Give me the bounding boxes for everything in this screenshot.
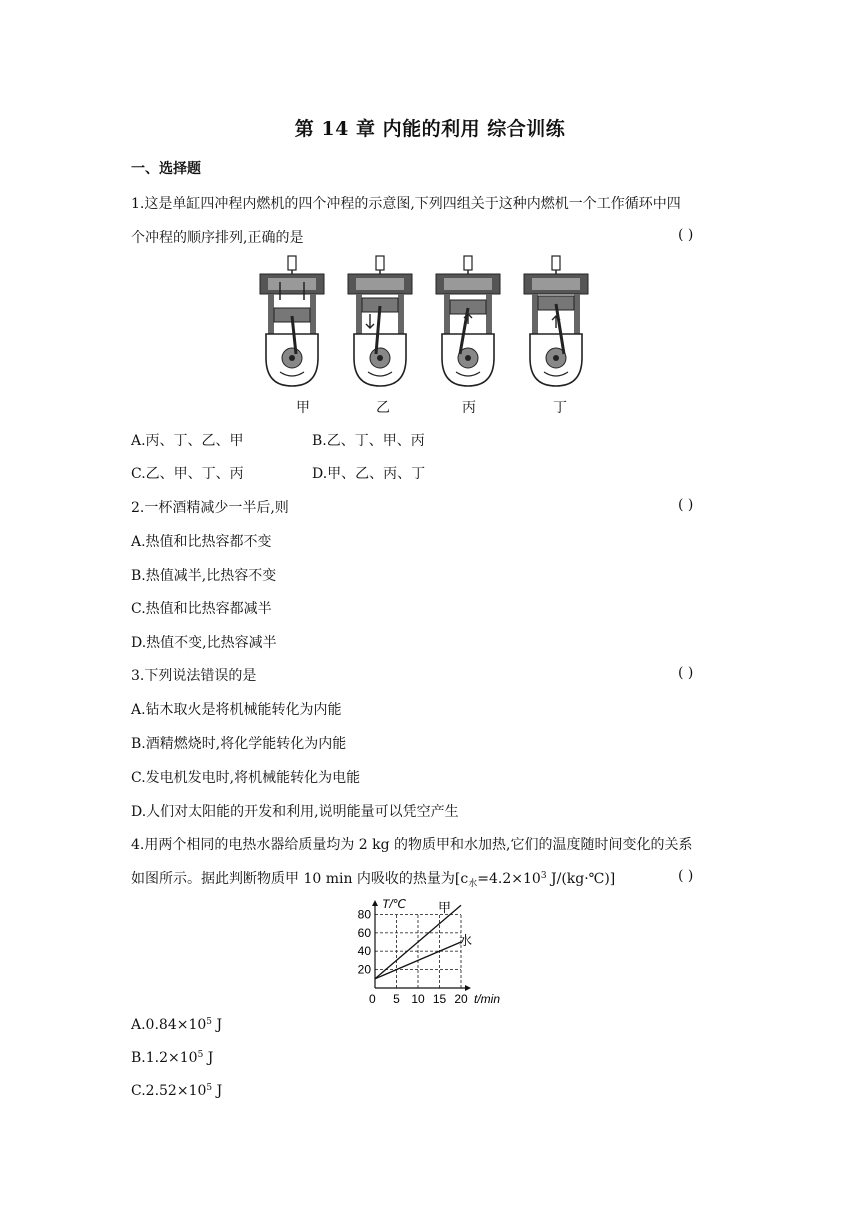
q4-option-b-exp: 5: [197, 1050, 204, 1060]
q4-option-b: [131, 1050, 213, 1066]
q4-stem-suffix: J/(kg·℃)]: [546, 871, 616, 887]
q1-option-a: A.丙、丁、乙、甲: [131, 433, 244, 449]
page-title: 第 14 章 内能的利用 综合训练: [294, 118, 566, 140]
q1-answer-paren: ( ): [678, 227, 694, 243]
figure-label-jia: 甲: [296, 400, 310, 416]
y-tick-label-1: 40: [357, 944, 371, 959]
q4-option-a-unit: J: [212, 1017, 223, 1033]
section-heading: 一、选择题: [131, 161, 201, 177]
y-tick-label-0: 20: [357, 962, 371, 977]
q4-stem-sub: 水: [468, 879, 478, 889]
x-axis-arrow: [465, 985, 471, 991]
q4-option-b-unit: J: [203, 1050, 214, 1066]
graph-grid: [375, 914, 461, 988]
engine-bing: [436, 256, 500, 386]
q3-option-d: D.人们对太阳能的开发和利用,说明能量可以凭空产生: [131, 804, 459, 820]
q1-option-b: B.乙、丁、甲、丙: [312, 433, 425, 449]
engine-strokes-figure: [258, 254, 610, 390]
q2-option-d: D.热值不变,比热容减半: [131, 635, 277, 651]
q4-option-a-base: A.0.84×10: [131, 1017, 207, 1033]
q4-stem-line2: [131, 868, 615, 888]
q4-option-a: [131, 1017, 222, 1033]
q3-option-a: A.钻木取火是将机械能转化为内能: [131, 702, 342, 718]
figure-label-bing: 丙: [462, 400, 476, 416]
q2-option-c: C.热值和比热容都减半: [131, 601, 272, 617]
q2-option-a: A.热值和比热容都不变: [131, 534, 272, 550]
engine-ding: [524, 256, 588, 386]
engine-jia: [260, 256, 324, 386]
y-tick-label-3: 80: [357, 907, 371, 922]
q2-stem: 2.一杯酒精减少一半后,则: [131, 500, 289, 516]
q4-stem-mid: =4.2×10: [477, 871, 541, 887]
y-axis-label: T/℃: [382, 897, 407, 911]
q1-option-d: D.甲、乙、丙、丁: [312, 466, 426, 482]
x-tick-label-1: 10: [411, 992, 425, 1006]
x-axis-label: t/min: [474, 992, 501, 1006]
q3-answer-paren: ( ): [678, 665, 694, 681]
q4-option-c-exp: 5: [206, 1083, 213, 1093]
x-tick-label-2: 15: [432, 992, 447, 1006]
q1-option-c: C.乙、甲、丁、丙: [131, 466, 244, 482]
q2-answer-paren: ( ): [678, 497, 694, 513]
q4-option-c: [131, 1083, 222, 1099]
q1-stem-line2: 个冲程的顺序排列,正确的是: [131, 230, 304, 246]
q4-option-c-unit: J: [212, 1083, 223, 1099]
q2-option-b: B.热值减半,比热容不变: [131, 568, 277, 584]
line-label-water: 水: [459, 933, 473, 948]
temperature-time-graph: [340, 896, 510, 1008]
engine-yi: [348, 256, 412, 386]
y-tick-label-2: 60: [357, 925, 371, 940]
q3-option-b: B.酒精燃烧时,将化学能转化为内能: [131, 736, 347, 752]
q1-stem-line1: 1.这是单缸四冲程内燃机的四个冲程的示意图,下列四组关于这种内燃机一个工作循环中四: [131, 196, 681, 212]
origin-label: 0: [369, 992, 376, 1006]
figure-label-ding: 丁: [553, 400, 567, 416]
figure-label-yi: 乙: [376, 400, 390, 416]
q4-stem-line1: 4.用两个相同的电热水器给质量均为 2 kg 的物质甲和水加热,它们的温度随时间变化的关系: [131, 837, 693, 853]
q3-option-c: C.发电机发电时,将机械能转化为电能: [131, 770, 361, 786]
line-label-jia: 甲: [438, 900, 452, 915]
q4-option-c-base: C.2.52×10: [131, 1083, 207, 1099]
x-tick-label-0: 5: [393, 992, 400, 1006]
y-axis-arrow: [372, 900, 378, 906]
q3-stem: 3.下列说法错误的是: [131, 668, 257, 684]
x-tick-label-3: 20: [454, 992, 468, 1006]
q4-option-a-exp: 5: [206, 1017, 213, 1027]
q4-option-b-base: B.1.2×10: [131, 1050, 198, 1066]
q4-stem-sup: 3: [540, 871, 547, 881]
q4-stem-prefix: 如图所示。据此判断物质甲 10 min 内吸收的热量为[c: [131, 871, 469, 887]
q4-answer-paren: ( ): [678, 868, 694, 884]
